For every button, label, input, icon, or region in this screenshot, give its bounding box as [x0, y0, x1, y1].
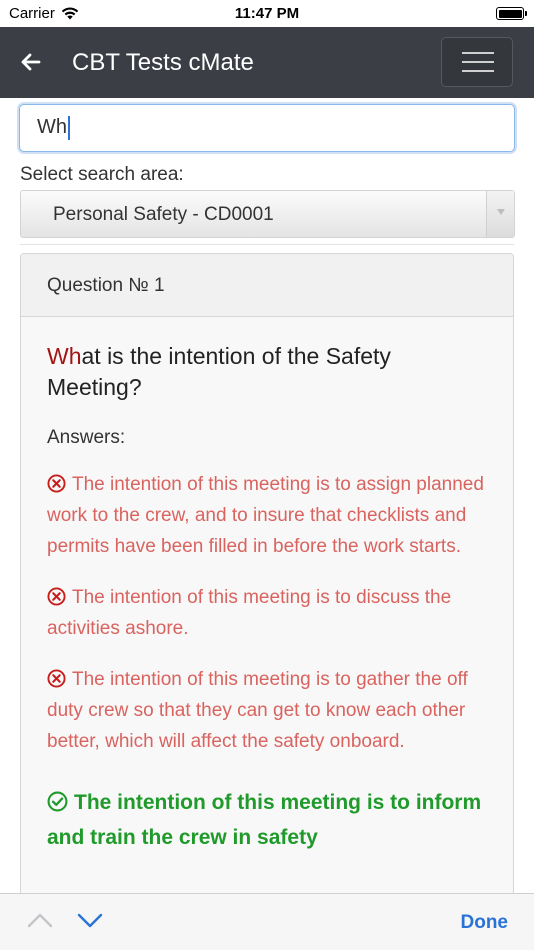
hamburger-icon-line — [462, 52, 494, 54]
status-bar — [0, 0, 534, 27]
chevron-up-icon — [26, 911, 54, 929]
question-card — [20, 253, 514, 893]
question-text-rest: at is the intention of the Safety Meeting? — [47, 343, 391, 400]
answer-text: The intention of this meeting is to discuss the activities ashore. — [47, 587, 452, 639]
answer-text: The intention of this meeting is to inform and train the crew in safety — [47, 791, 482, 849]
answer-item-correct — [47, 785, 487, 855]
search-area-select[interactable] — [20, 190, 515, 238]
question-card-body — [21, 317, 513, 855]
search-area-label: Select search area: — [20, 164, 184, 185]
status-time: 11:47 PM — [234, 5, 300, 22]
text-caret — [68, 116, 70, 140]
battery-icon — [496, 7, 524, 20]
answer-item — [47, 582, 487, 644]
hamburger-icon-line — [462, 61, 494, 63]
question-search-highlight: Wh — [47, 343, 82, 369]
keyboard-toolbar — [0, 893, 534, 950]
main-content — [0, 98, 534, 893]
answers-label: Answers: — [47, 427, 126, 448]
hamburger-icon-line — [462, 70, 494, 72]
divider — [20, 244, 514, 245]
question-card-header: Question № 1 — [21, 254, 513, 317]
question-text — [47, 341, 487, 403]
answer-text: The intention of this meeting is to assign planned work to the crew, and to insure that checklists and permits have been filled in before the work starts. — [47, 474, 484, 557]
menu-button[interactable] — [441, 37, 513, 87]
dropdown-arrow-icon — [486, 191, 514, 237]
search-area-selected-value: Personal Safety - CD0001 — [53, 204, 274, 225]
correct-answer-icon — [47, 791, 68, 812]
answer-item — [47, 469, 487, 562]
back-arrow-icon[interactable] — [18, 49, 44, 75]
answer-item — [47, 664, 487, 757]
answer-text: The intention of this meeting is to gather the off duty crew so that they can get to know each other better, which will affect the safety onboard. — [47, 669, 468, 752]
wrong-answer-icon — [47, 474, 66, 493]
carrier-label: Carrier — [9, 5, 55, 22]
wrong-answer-icon — [47, 587, 66, 606]
wrong-answer-icon — [47, 669, 66, 688]
chevron-down-icon[interactable] — [76, 911, 104, 929]
page-title: CBT Tests cMate — [72, 49, 254, 76]
app-bar — [0, 27, 534, 98]
search-input-value: Wh — [37, 116, 67, 138]
search-input[interactable] — [19, 104, 515, 152]
done-button[interactable]: Done — [460, 912, 508, 933]
